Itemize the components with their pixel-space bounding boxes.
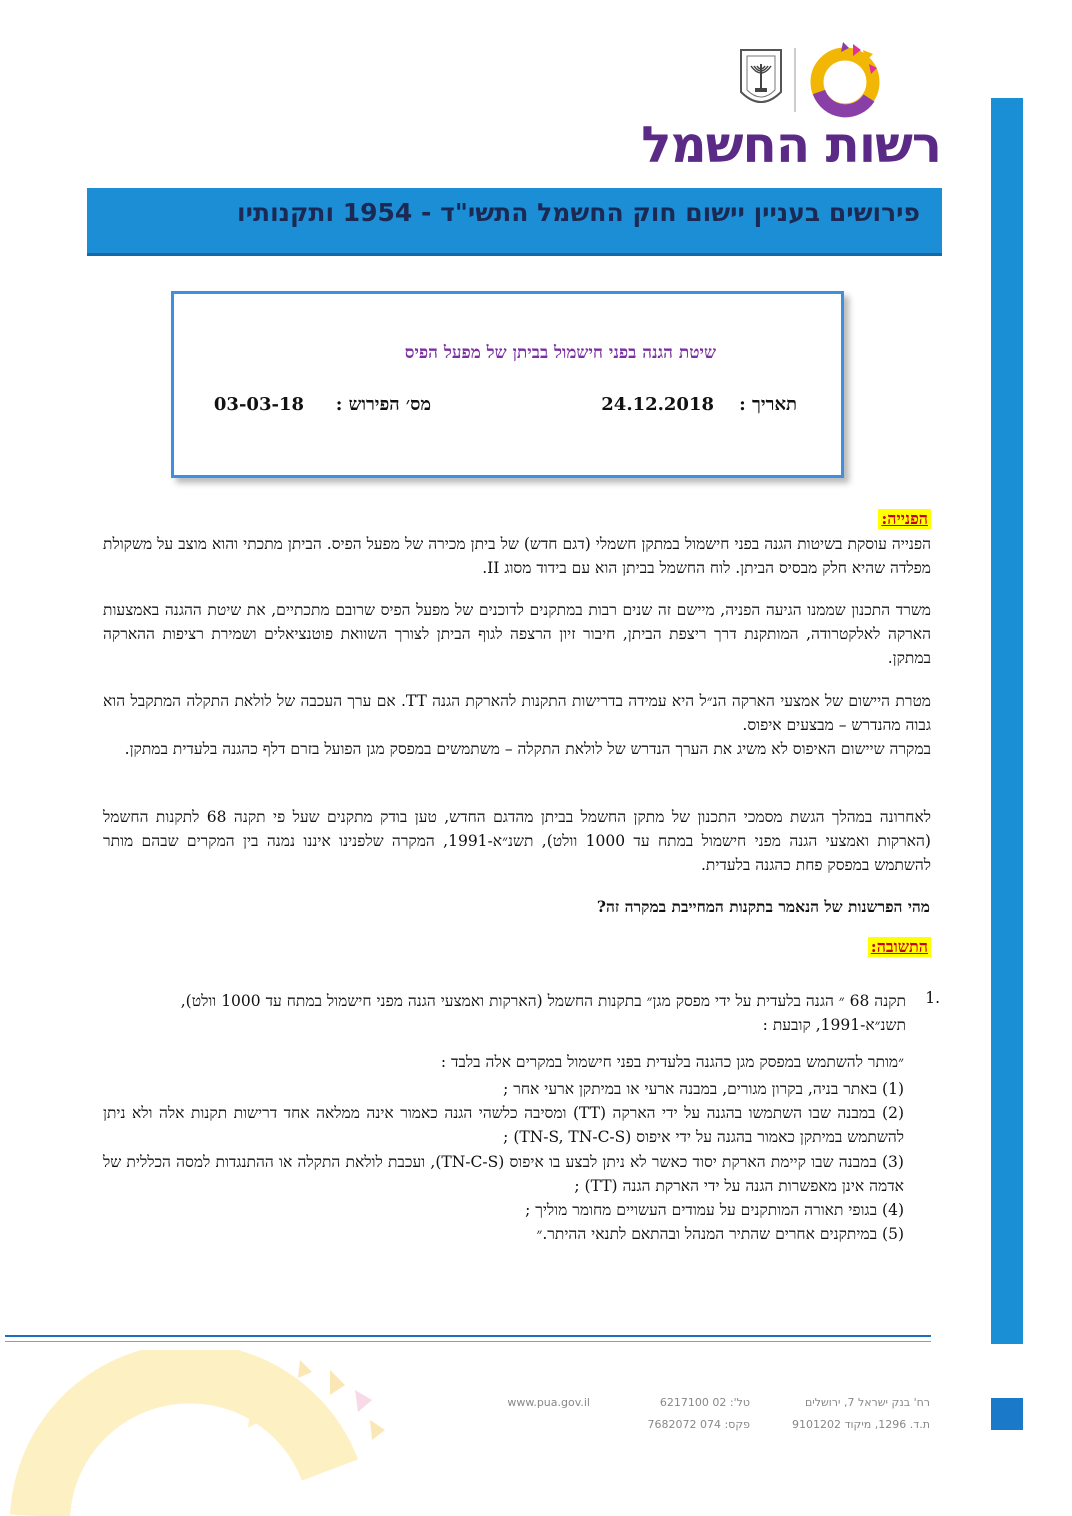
request-paragraph-5: לאחרונה במהלך הגשת מסמכי התכנון של מתקן החשמל בביתן מהדגם החדש, טען בודק מתקנים שעל פי תקנה 68 לתקנות החשמל (הארקות ואמצעי הגנה מפני חישמול במתח עד 1000 וולט), תשנ״א-1991, המקרה שלפנינו איננו נמנה בין המקרים שבהם מותר להשתמש במפסק פחת כהגנה בלעדית. <box>103 808 931 874</box>
footer-separator-thin <box>5 1341 931 1342</box>
right-side-bar <box>991 98 1023 1344</box>
footer-address: רח' בנק ישראל 7, ירושלים <box>804 1396 930 1409</box>
answer-heading: התשובה: <box>868 937 931 957</box>
interpretation-subject: שיטת הגנה בפני חישמול בביתן של מפעל הפיס <box>404 343 716 363</box>
date-value: 24.12.2018 <box>601 394 714 415</box>
footer-po-box: ת.ד. 1296, מיקוד 9101202 <box>792 1418 930 1431</box>
footer-watermark-icon <box>0 1350 420 1516</box>
interpretation-number-label: מס׳ הפירוש : <box>335 394 431 415</box>
request-heading: הפנייה: <box>878 509 931 529</box>
answer-item-text: תקנה 68 ״ הגנה בלעדית על ידי מפסק מגן״ בתקנות החשמל (הארקות ואמצעי הגנה מפני חישמול במתח עד 1000 וולט), תשנ״א-1991, קובעת : <box>180 992 906 1034</box>
quote-item-3: (3) במבנה שבו קיימת הארקת יסוד כאשר לא ניתן לבצע בו איפוס (TN-C-S), ועכבת לולאת התקלה או ההתנגדות למסה הכללית של אדמה אינן מאפשרות הגנה על ידי הארקת הגנה (TT) ; <box>103 1153 904 1195</box>
footer-separator <box>5 1335 931 1337</box>
quote-intro: ״מותר להשתמש במפסק מגן כהגנה בלעדית בפני חישמול במקרים אלה בלבד : <box>440 1053 904 1071</box>
quote-item-2: (2) במבנה שבו השתמשו בהגנה על ידי הארקה (TT) ומסיבה כלשהי הגנה כאמור אינה ממלאה אחד דרישות תקנות אלה ולא ניתן להשתמש במיתקן כאמור בהגנה על ידי איפוס (TN-S, TN-C-S) ; <box>103 1104 904 1146</box>
quote-item-1: (1) באתר בניה, בקרון מגורים, במבנה ארעי או במיתקן ארעי אחר ; <box>503 1080 904 1098</box>
ring-icon <box>817 42 877 111</box>
interpretation-number-value: 03-03-18 <box>213 394 304 415</box>
info-box <box>171 291 844 478</box>
footer-website[interactable]: www.pua.gov.il <box>507 1396 590 1409</box>
date-label: תאריך : <box>739 394 797 415</box>
request-paragraph-3: מטרת היישום של אמצעי הארקה הנ״ל היא עמידה בדרישות התקנות להארקת הגנה TT. אם ערך העכבה של לולאת התקלה המתקבל הוא גבוה מהנדרש – מבצעים איפוס. <box>103 692 931 734</box>
quote-item-5: (5) במיתקנים אחרים שהתיר המנהל ובהתאם לתנאי ההיתר.״ <box>536 1225 904 1243</box>
right-side-square <box>991 1398 1023 1430</box>
request-paragraph-2: משרד התכנון שממנו הגיעה הפניה, מיישם זה שנים רבות במתקנים לדוכנים של מפעל הפיס שרובם מתכתיים, את שיטת ההגנה באמצעות הארקה לאלקטרודה, המותקנת דרך ריצפת הביתן, חיבור זיון הרצפה לגוף הביתן לצורך השוואת פוטנציאלים ושמירת רציפות ההארקה במתקן. <box>103 601 931 667</box>
emblem-icon <box>741 50 781 102</box>
request-paragraph-1: הפנייה עוסקת בשיטות הגנה בפני חישמול במתקן חשמלי (דגם חדש) של ביתן מכירה של מפעל הפיס. הביתן מתכתי והוא מוצב על משקולת מפלדה שהיא חלק מבסיס הביתן. לוח החשמל בביתן הוא עם בידוד מסוג II. <box>103 535 931 577</box>
answer-item-number: 1. <box>925 989 940 1007</box>
page-title: פירושים בעניין יישום חוק החשמל התשי"ד - 1954 ותקנותיו <box>237 198 920 227</box>
request-paragraph-4: במקרה שיישום האיפוס לא משיג את הערך הנדרש של לולאת התקלה – משתמשים במפסק מגן הפועל בזרם דלף כהגנה בלעדית במתקן. <box>124 740 931 758</box>
footer-fax: פקס: 074 7682072 <box>647 1418 750 1431</box>
footer-phone: טל': 02 6217100 <box>659 1396 750 1409</box>
quote-item-4: (4) בגופי תאורה המותקנים על עמודים העשויים מחומר מוליך ; <box>525 1201 904 1219</box>
question-text: מהי הפרשנות של הנאמר בתקנות המחייבת במקרה זה? <box>596 897 930 916</box>
logo-wordmark: רשות החשמל <box>641 116 941 174</box>
